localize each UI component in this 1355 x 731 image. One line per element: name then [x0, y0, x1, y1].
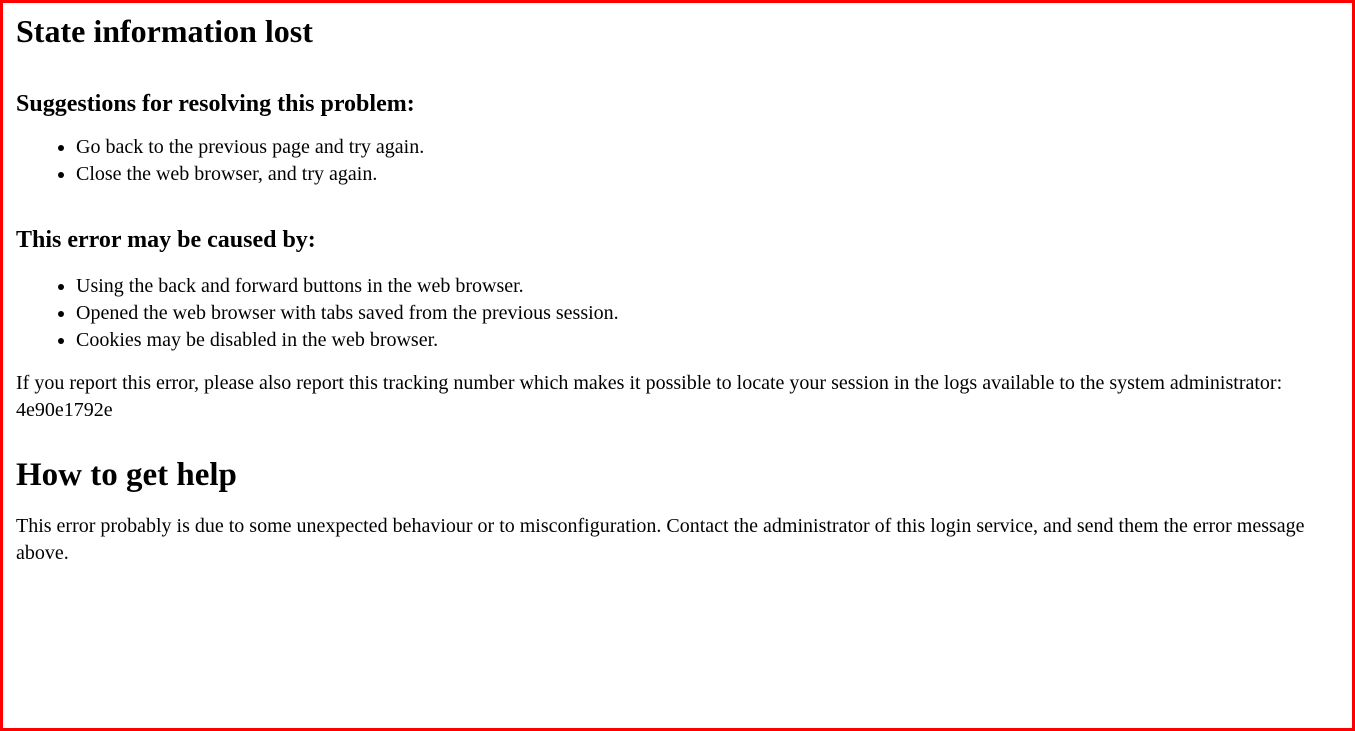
cause-item: • Cookies may be disabled in the web browser. [76, 327, 1336, 354]
causes-heading: This error may be caused by: [16, 227, 316, 253]
help-heading: How to get help [16, 457, 237, 493]
suggestion-item: • Close the web browser, and try again. [76, 161, 1336, 188]
page-title: State information lost [16, 13, 313, 49]
cause-item: • Using the back and forward buttons in the web browser. [76, 273, 1336, 300]
causes-list [16, 273, 1336, 354]
suggestion-item: • Go back to the previous page and try again. [76, 134, 1336, 161]
help-text: This error probably is due to some unexpected behaviour or to misconfiguration. Contact the administrator of this login service, and send them the error message above. [16, 515, 1305, 564]
cause-item: • Opened the web browser with tabs saved from the previous session. [76, 300, 1336, 327]
report-tracking-text: If you report this error, please also report this tracking number which makes it possible to locate your session in the logs available to the system administrator: 4e90e1792e [16, 372, 1283, 421]
suggestions-heading: Suggestions for resolving this problem: [16, 91, 415, 117]
suggestions-list [16, 134, 1336, 188]
